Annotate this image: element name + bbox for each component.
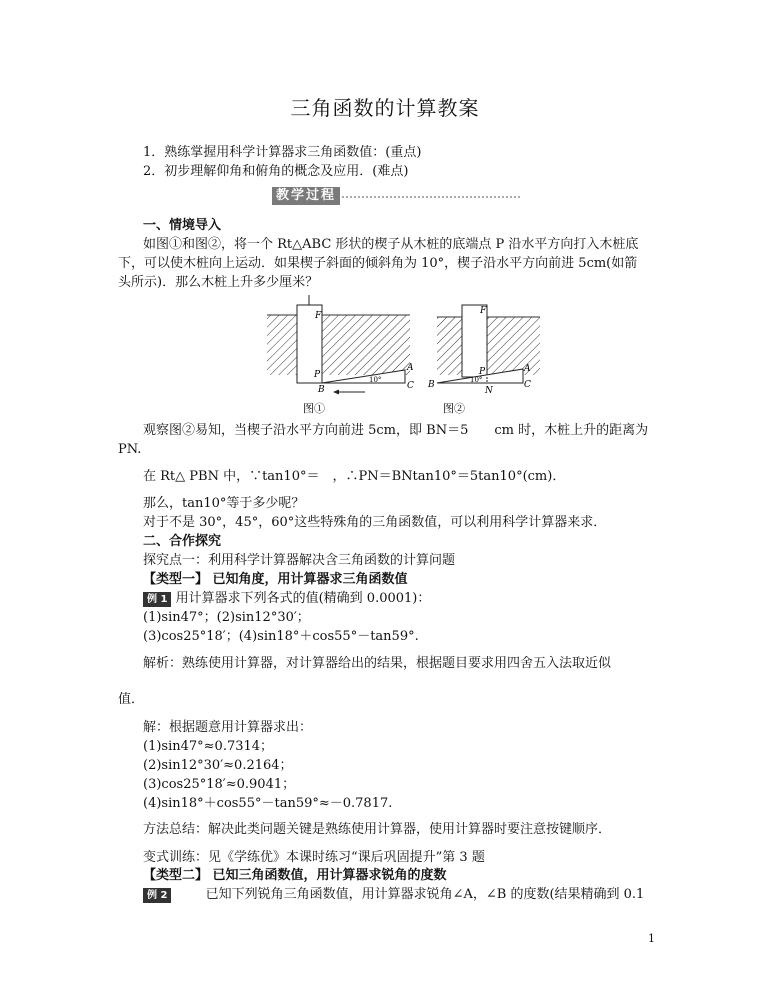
label-C-2: C [524, 380, 531, 390]
label-N-2: N [485, 386, 493, 396]
explore-point: 探究点一：利用科学计算器解决含三角函数的计算问题 [143, 553, 456, 568]
type1-heading: 【类型一】 已知角度，用计算器求三角函数值 [143, 572, 408, 587]
ground-left-2 [437, 317, 462, 375]
type2-heading: 【类型二】 已知三角函数值，用计算器求锐角的度数 [143, 868, 447, 883]
section-banner [272, 185, 522, 207]
intro-line-2: 下，可以使木桩向上运动．如果楔子斜面的倾斜角为 10°，楔子沿水平方向前进 5cm(如箭 [118, 256, 638, 271]
solution-1: (1)sin47°≈0.7314； [143, 739, 274, 754]
page-title: 三角函数的计算教案 [290, 96, 480, 120]
label-A-1: A [407, 363, 414, 373]
intro-line-1: 如图①和图②，将一个 Rt△ABC 形状的楔子从木桩的底端点 P 沿水平方向打入木桩底 [143, 237, 639, 252]
figure-1 [267, 295, 414, 415]
section-heading-explore: 二、合作探究 [143, 534, 222, 549]
solution-3: (3)cos25°18′≈0.9041； [143, 777, 296, 792]
solution-4: (4)sin18°＋cos55°－tan59°≈－0.7817. [143, 796, 393, 811]
intro-line-3: 头所示)．那么木桩上升多少厘米？ [118, 275, 319, 290]
example2-badge: 例 2 [143, 888, 171, 903]
solution-2: (2)sin12°30′≈0.2164； [143, 758, 293, 773]
section-heading-intro: 一、情境导入 [143, 218, 222, 233]
banner-label: 教学过程 [272, 187, 340, 205]
label-angle-2: 10° [470, 376, 483, 384]
example2-text: 已知下列锐角三角函数值，用计算器求锐角∠A，∠B 的度数(结果精确到 0.1 [205, 887, 645, 902]
special-angles-line: 对于不是 30°，45°，60°这些特殊角的三角函数值，可以利用科学计算器来求． [143, 515, 607, 530]
example1-items-b: (3)cos25°18′；(4)sin18°＋cos55°－tan59°. [143, 629, 419, 644]
ground-right-2 [487, 317, 540, 375]
ground-right-1 [322, 315, 410, 375]
observe-line-2: PN. [118, 442, 142, 457]
label-F-1: F [315, 311, 322, 321]
objective-2: 2．初步理解仰角和俯角的概念及应用．(难点) [143, 164, 409, 179]
label-B-2: B [428, 380, 435, 390]
example1-items-a: (1)sin47°；(2)sin12°30′； [143, 610, 310, 625]
label-F-2: F [480, 306, 487, 316]
label-B-1: B [318, 385, 325, 395]
ground-left-1 [267, 315, 297, 375]
example2-line [143, 885, 644, 904]
example1-badge: 例 1 [143, 592, 171, 607]
label-P-2: P [479, 367, 486, 377]
banner-dotted-rule [342, 196, 520, 198]
rt-line: 在 Rt△ PBN 中，∵tan10°＝ ，∴PN＝BNtan10°＝5tan10°(cm)． [143, 469, 566, 484]
solution-heading: 解：根据题意用计算器求出： [143, 720, 313, 735]
analysis-line-1: 解析：熟练使用计算器，对计算器给出的结果，根据题目要求用四舍五入法取近似 [143, 656, 612, 671]
method-summary: 方法总结：解决此类问题关键是熟练使用计算器，使用计算器时要注意按键顺序． [143, 822, 612, 837]
fig2-caption: 图② [443, 402, 465, 415]
label-P-1: P [314, 370, 321, 380]
fig1-caption: 图① [303, 402, 325, 415]
page-number: 1 [648, 932, 655, 945]
label-A-2: A [524, 364, 531, 374]
observe-line-1: 观察图②易知，当楔子沿水平方向前进 5cm，即 BN＝5 cm 时，木桩上升的距离为 [143, 423, 649, 438]
question-line: 那么，tan10°等于多少呢？ [143, 496, 305, 511]
example1-line [143, 589, 430, 608]
figure-2 [427, 305, 540, 415]
example1-text: 用计算器求下列各式的值(精确到 0.0001)： [175, 591, 431, 606]
label-C-1: C [407, 381, 414, 391]
analysis-line-2: 值． [118, 692, 145, 707]
variant-training: 变式训练：见《学练优》本课时练习“课后巩固提升”第 3 题 [143, 850, 485, 865]
wedge-figures [265, 295, 540, 420]
label-angle-1: 10° [369, 376, 382, 384]
objective-1: 1．熟练掌握用科学计算器求三角函数值：(重点) [143, 145, 422, 160]
